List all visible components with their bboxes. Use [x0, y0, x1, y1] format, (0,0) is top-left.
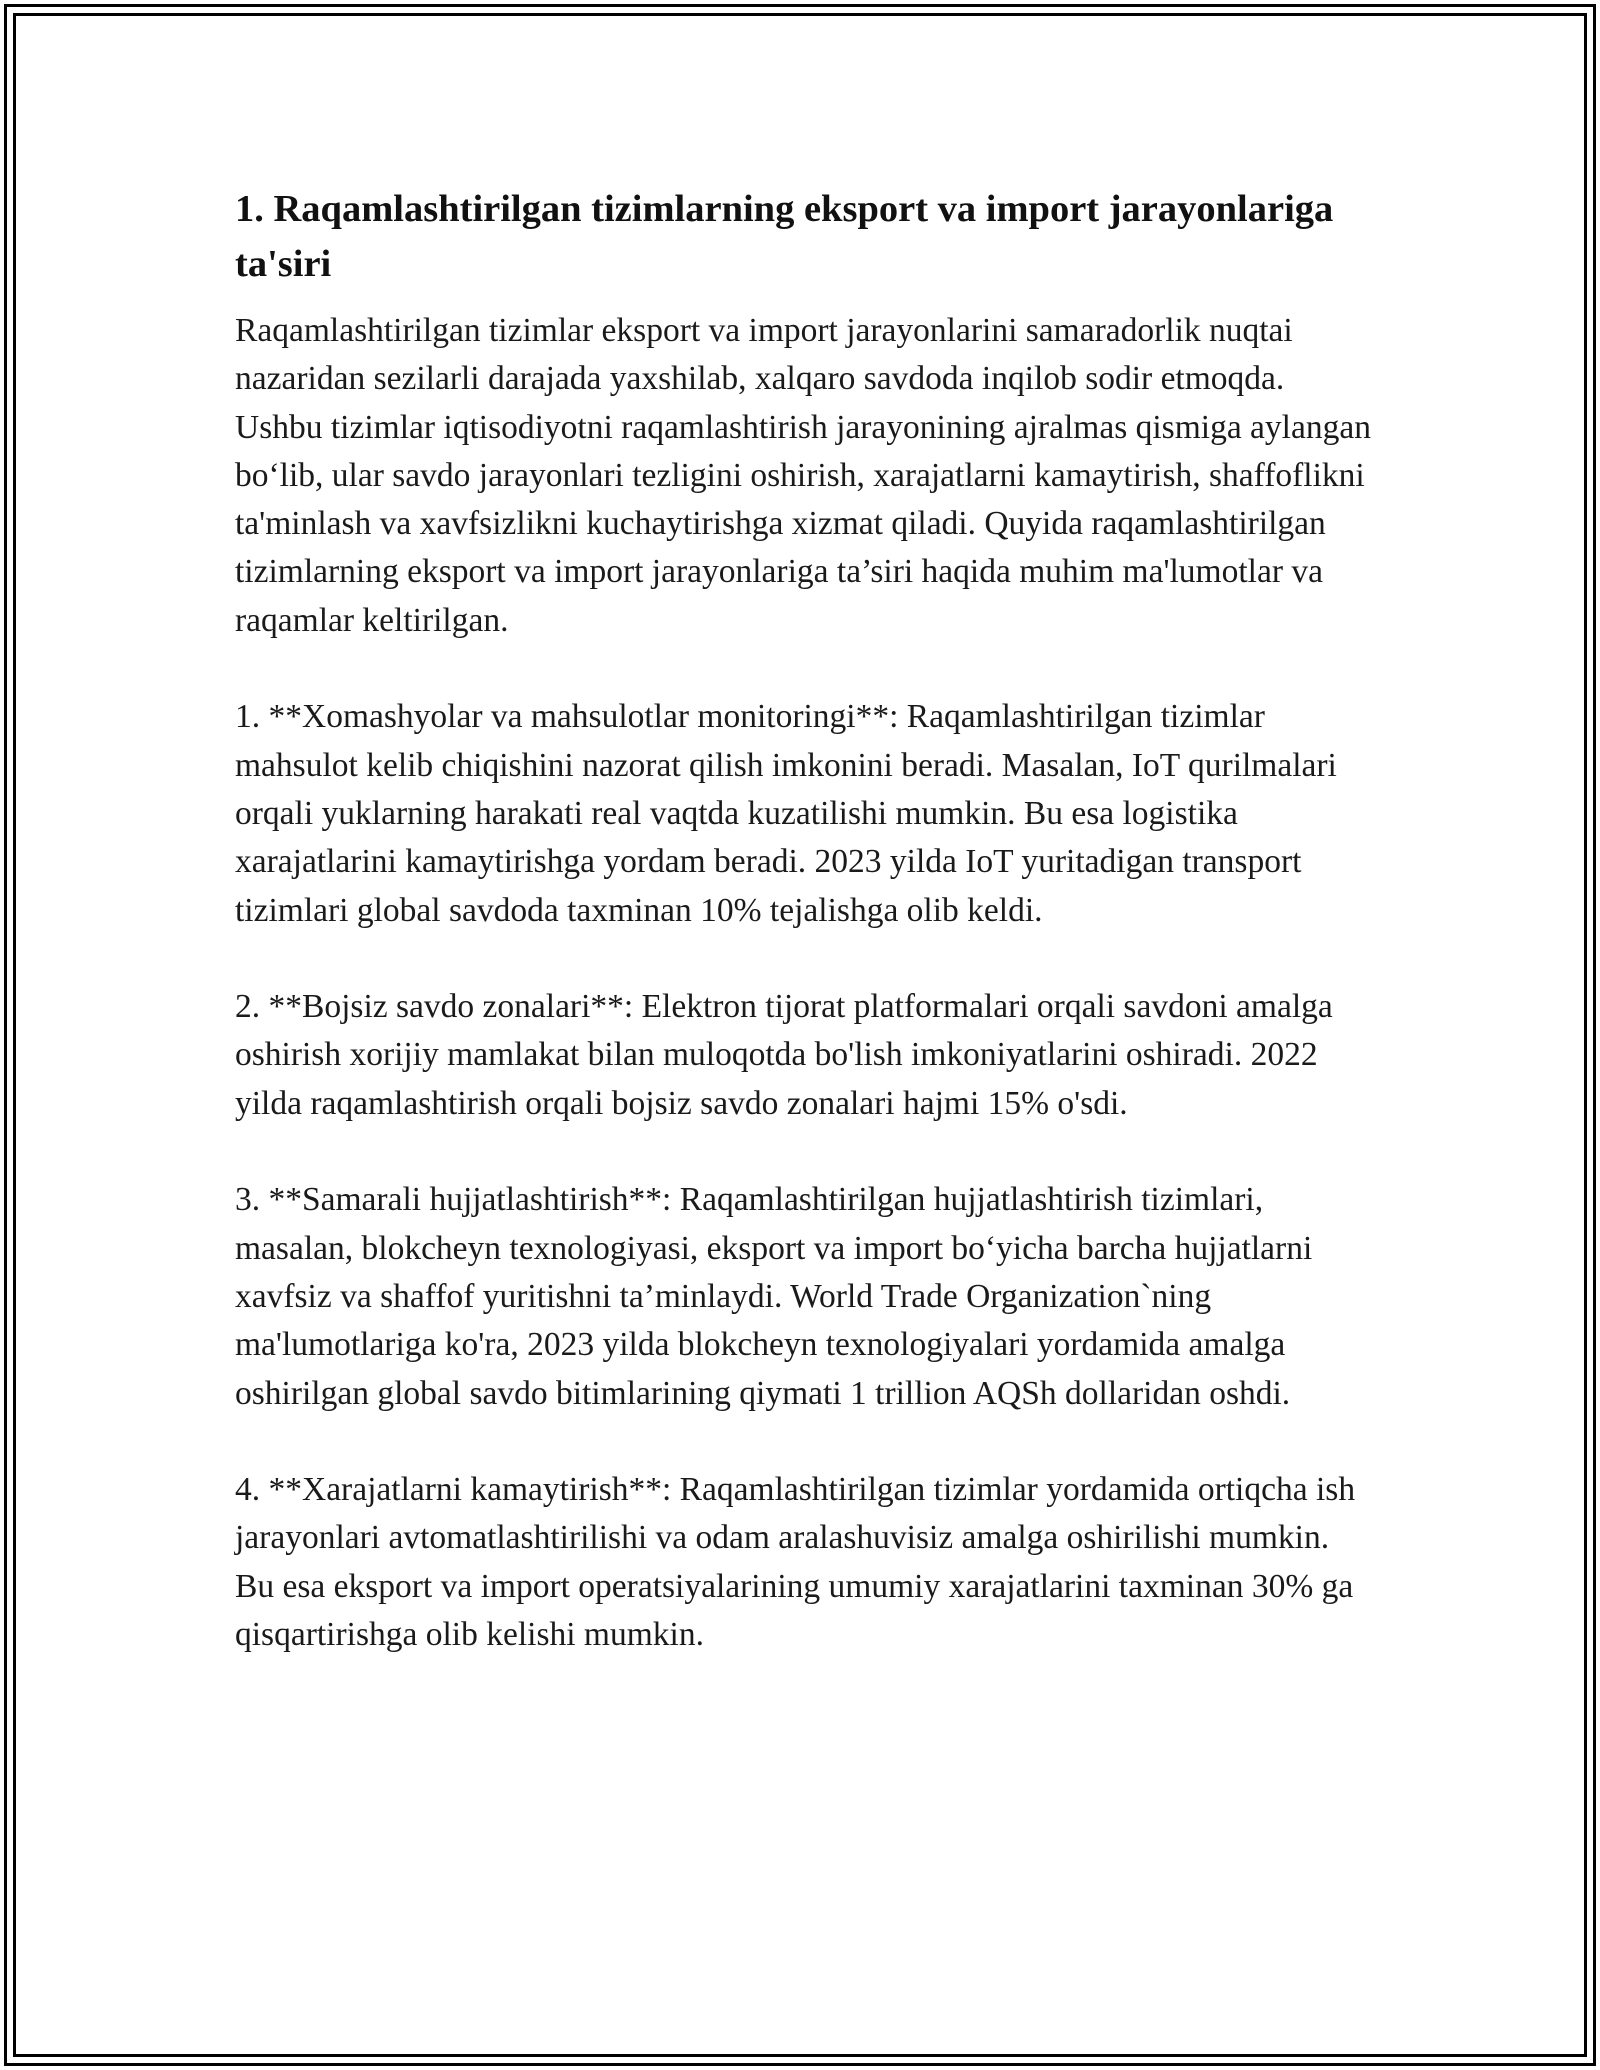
document-body — [235, 182, 1375, 1659]
list-item-monitoring: 1. **Xomashyolar va mahsulotlar monitoringi**: Raqamlashtirilgan tizimlar mahsulot kelib chiqishini nazorat qilish imkonini beradi. Masalan, IoT qurilmalari orqali yuklarning harakati real vaqtda kuzatilishi mumkin. Bu esa logistika xarajatlarini kamaytirishga yordam beradi. 2023 yilda IoT yuritadigan transport tizimlari global savdoda taxminan 10% tejalishga olib keldi. — [235, 698, 1337, 929]
list-item-documentation: 3. **Samarali hujjatlashtirish**: Raqamlashtirilgan hujjatlashtirish tizimlari, masalan, blokcheyn texnologiyasi, eksport va import bo‘yicha barcha hujjatlarni xavfsiz va shaffof yuritishni ta’minlaydi. World Trade Organization`ning ma'lumotlariga ko'ra, 2023 yilda blokcheyn texnologiyalari yordamida amalga oshirilgan global savdo bitimlarining qiymati 1 trillion AQSh dollaridan oshdi. — [235, 1181, 1313, 1412]
list-item-cost-reduction: 4. **Xarajatlarni kamaytirish**: Raqamlashtirilgan tizimlar yordamida ortiqcha ish jarayonlari avtomatlashtirilishi va odam aralashuvisiz amalga oshirilishi mumkin. Bu esa eksport va import operatsiyalarining umumiy xarajatlarini taxminan 30% ga qisqartirishga olib kelishi mumkin. — [235, 1471, 1356, 1654]
list-item-duty-free-zones: 2. **Bojsiz savdo zonalari**: Elektron tijorat platformalari orqali savdoni amalga oshirish xorijiy mamlakat bilan muloqotda bo'lish imkoniyatlarini oshiradi. 2022 yilda raqamlashtirish orqali bojsiz savdo zonalari hajmi 15% o'sdi. — [235, 988, 1333, 1122]
intro-paragraph: Raqamlashtirilgan tizimlar eksport va import jarayonlarini samaradorlik nuqtai nazaridan sezilarli darajada yaxshilab, xalqaro savdoda inqilob sodir etmoqda. Ushbu tizimlar iqtisodiyotni raqamlashtirish jarayonining ajralmas qismiga aylangan bo‘lib, ular savdo jarayonlari tezligini oshirish, xarajatlarni kamaytirish, shaffoflikni ta'minlash va xavfsizlikni kuchaytirishga xizmat qiladi. Quyida raqamlashtirilgan tizimlarning eksport va import jarayonlariga ta’siri haqida muhim ma'lumotlar va raqamlar keltirilgan. — [235, 312, 1371, 639]
document-title: 1. Raqamlashtirilgan tizimlarning eksport va import jarayonlariga ta'siri — [235, 188, 1334, 285]
